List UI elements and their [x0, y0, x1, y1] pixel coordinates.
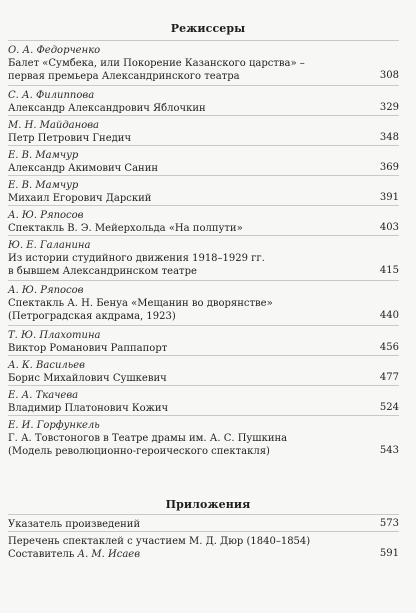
- entry-author: А. Ю. Ряпосов: [8, 285, 84, 296]
- entry-divider: [8, 235, 399, 236]
- toc-entry[interactable]: [8, 514, 399, 531]
- entry-title-line: Виктор Романович Раппапорт: [8, 343, 168, 354]
- entry-divider: [8, 280, 399, 281]
- toc-entry[interactable]: [8, 40, 399, 83]
- entry-divider: [8, 85, 399, 86]
- entry-title-line: Спектакль А. Н. Бенуа «Мещанин во дворянстве»: [8, 298, 273, 309]
- entry-page-number: 524: [379, 402, 399, 413]
- entry-title-line: Александр Акимович Санин: [8, 163, 159, 174]
- entry-title-line: Указатель произведений: [8, 519, 141, 530]
- entry-author: А. Ю. Ряпосов: [8, 210, 84, 221]
- entry-page-number: 415: [379, 265, 399, 276]
- section-heading-directors: Режиссеры: [170, 22, 246, 35]
- entry-title-line: Г. А. Товстоногов в Театре драмы им. А. С. Пушкина: [8, 433, 288, 444]
- entry-title-line: Петр Петрович Гнедич: [8, 133, 132, 144]
- entry-divider: [8, 175, 399, 176]
- toc-entry[interactable]: [8, 415, 399, 458]
- entry-title-line: (Модель революционно-героического спектакля): [8, 446, 270, 457]
- entry-divider: [8, 514, 399, 515]
- entry-title-line: Перечень спектаклей с участием М. Д. Дюр (1840–1854): [8, 536, 311, 547]
- entry-page-number: 403: [379, 222, 399, 233]
- toc-entry[interactable]: [8, 205, 399, 235]
- entry-page-number: 348: [379, 132, 399, 143]
- entry-divider: [8, 531, 399, 532]
- toc-entry[interactable]: [8, 325, 399, 355]
- entry-title-line: Балет «Сумбека, или Покорение Казанского царства» –: [8, 58, 305, 69]
- compiler-name: А. М. Исаев: [77, 549, 141, 560]
- entry-title-line: (Петроградская акдрама, 1923): [8, 311, 176, 322]
- entry-title-line: Спектакль В. Э. Мейерхольда «На полпути»: [8, 223, 243, 234]
- entry-divider: [8, 415, 399, 416]
- section-heading-appendix: Приложения: [165, 498, 251, 511]
- toc-entry[interactable]: [8, 235, 399, 278]
- entry-title-line: Владимир Платонович Кожич: [8, 403, 169, 414]
- entry-author: А. К. Васильев: [8, 360, 85, 371]
- entry-divider: [8, 40, 399, 41]
- entry-author: Ю. Е. Галанина: [8, 240, 91, 251]
- toc-entry[interactable]: [8, 85, 399, 115]
- entry-author: Е. А. Ткачева: [8, 390, 79, 401]
- entry-title-line: первая премьера Александринского театра: [8, 71, 240, 82]
- entry-title-line: Борис Михайлович Сушкевич: [8, 373, 167, 384]
- entry-divider: [8, 355, 399, 356]
- entry-author: Е. И. Горфункель: [8, 420, 100, 431]
- entry-title-line: Александр Александрович Яблочкин: [8, 103, 206, 114]
- entry-page-number: 456: [379, 342, 399, 353]
- entry-page-number: 591: [379, 548, 399, 559]
- entry-divider: [8, 115, 399, 116]
- toc-entry[interactable]: [8, 355, 399, 385]
- entry-page-number: 391: [379, 192, 399, 203]
- entry-author: С. А. Филиппова: [8, 90, 95, 101]
- entry-author: М. Н. Майданова: [8, 120, 100, 131]
- toc-entry[interactable]: [8, 175, 399, 205]
- entry-page-number: 329: [379, 102, 399, 113]
- entry-page-number: 477: [379, 372, 399, 383]
- entry-divider: [8, 205, 399, 206]
- entry-author: Е. В. Мамчур: [8, 180, 79, 191]
- toc-entry[interactable]: [8, 145, 399, 175]
- entry-page-number: 369: [379, 162, 399, 173]
- toc-entry[interactable]: [8, 115, 399, 145]
- toc-entry[interactable]: [8, 531, 399, 561]
- toc-entry[interactable]: [8, 385, 399, 415]
- entry-author: Т. Ю. Плахотина: [8, 330, 101, 341]
- compiler-label: Составитель: [8, 549, 75, 560]
- entry-page-number: 543: [379, 445, 399, 456]
- entry-compiler-line: [8, 548, 399, 561]
- entry-page-number: 308: [379, 70, 399, 81]
- toc-entry[interactable]: [8, 280, 399, 323]
- entry-page-number: 573: [379, 518, 399, 529]
- entry-title-line: Михаил Егорович Дарский: [8, 193, 152, 204]
- entry-title-line: Из истории студийного движения 1918–1929 гг.: [8, 253, 265, 264]
- entry-divider: [8, 325, 399, 326]
- entry-divider: [8, 145, 399, 146]
- entry-divider: [8, 385, 399, 386]
- entry-page-number: 440: [379, 310, 399, 321]
- entry-author: О. А. Федорченко: [8, 45, 101, 56]
- entry-title-line: в бывшем Александринском театре: [8, 266, 197, 277]
- entry-author: Е. В. Мамчур: [8, 150, 79, 161]
